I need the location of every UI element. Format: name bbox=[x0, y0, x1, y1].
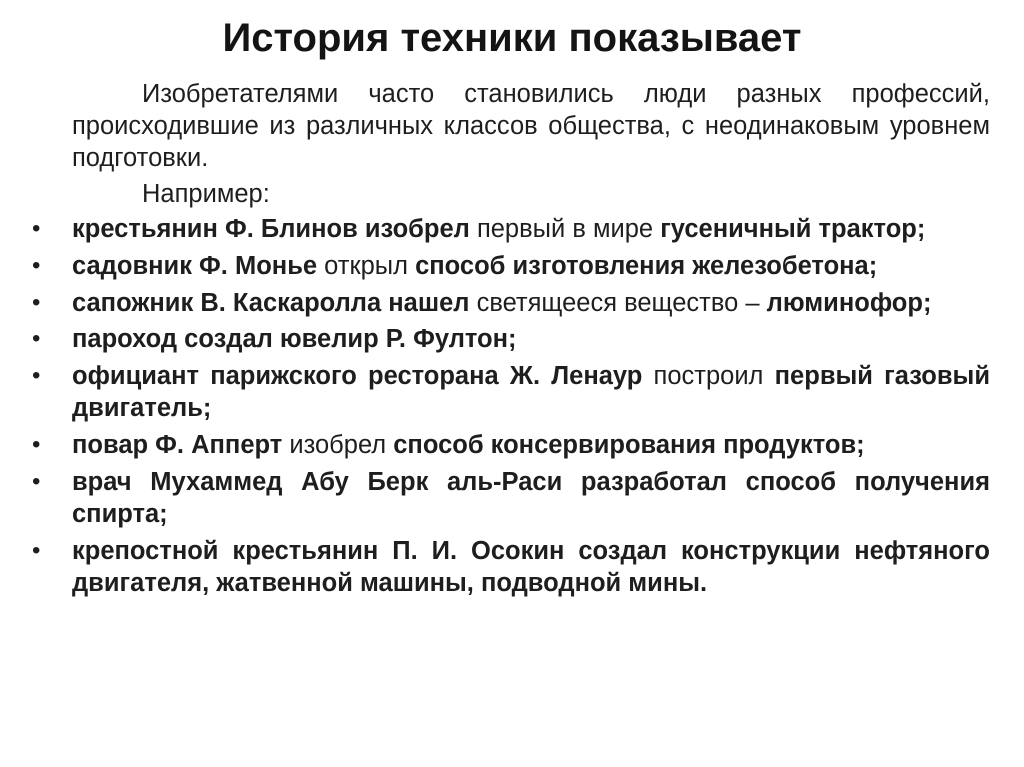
fact-bold: крепостной крестьянин П. И. Осокин создал конструкции нефтяного двигателя, жатвенной машины, подводной мины. bbox=[72, 536, 990, 597]
fact-text: первый в мире bbox=[469, 215, 661, 243]
list-item bbox=[0, 250, 990, 282]
example-label: Например: bbox=[142, 180, 270, 208]
list-item bbox=[0, 287, 990, 319]
bullet-icon: • bbox=[32, 325, 41, 353]
fact-bold: способ консервирования продуктов; bbox=[393, 430, 865, 459]
bullet-icon: • bbox=[32, 251, 41, 279]
fact-bold: официант парижского ресторана Ж. Ленаур bbox=[72, 362, 643, 391]
bullet-icon: • bbox=[32, 215, 41, 242]
fact-text: открыл bbox=[317, 251, 416, 280]
list-item bbox=[0, 429, 990, 461]
fact-bold: пароход создал ювелир Р. Фултон; bbox=[72, 325, 517, 354]
fact-bold: люминофор; bbox=[766, 288, 932, 317]
fact-bold: врач Мухаммед Абу Берк аль-Раси разработал способ получения спирта; bbox=[72, 467, 990, 528]
list-item bbox=[0, 466, 990, 530]
list-item bbox=[0, 360, 990, 424]
fact-bold: сапожник В. Каскаролла нашел bbox=[72, 288, 470, 317]
facts-list bbox=[0, 213, 1024, 603]
page-title: История техники показывает bbox=[222, 16, 802, 60]
intro-text: Изобретателями часто становились люди разных профессий, происходившие из различных классов общества, с неодинаковым уровнем подготовки. bbox=[72, 80, 990, 172]
fact-text: светящееся вещество – bbox=[469, 288, 767, 317]
bullet-icon: • bbox=[32, 288, 41, 316]
list-item bbox=[0, 213, 990, 245]
list-item bbox=[0, 535, 990, 599]
intro-paragraph bbox=[72, 78, 990, 174]
fact-bold: способ изготовления железобетона; bbox=[415, 251, 878, 280]
list-item bbox=[0, 323, 990, 355]
fact-text: изобрел bbox=[282, 430, 394, 459]
bullet-icon: • bbox=[32, 362, 41, 390]
fact-bold: первый газовый двигатель; bbox=[72, 362, 991, 423]
fact-bold: крестьянин Ф. Блинов изобрел bbox=[72, 215, 470, 243]
fact-bold: садовник Ф. Монье bbox=[72, 251, 318, 280]
bullet-icon: • bbox=[32, 536, 41, 564]
bullet-icon: • bbox=[32, 467, 41, 495]
fact-text: построил bbox=[642, 362, 775, 391]
bullet-icon: • bbox=[32, 430, 41, 458]
fact-bold: повар Ф. Апперт bbox=[72, 430, 283, 459]
fact-bold: гусеничный трактор; bbox=[660, 215, 926, 243]
